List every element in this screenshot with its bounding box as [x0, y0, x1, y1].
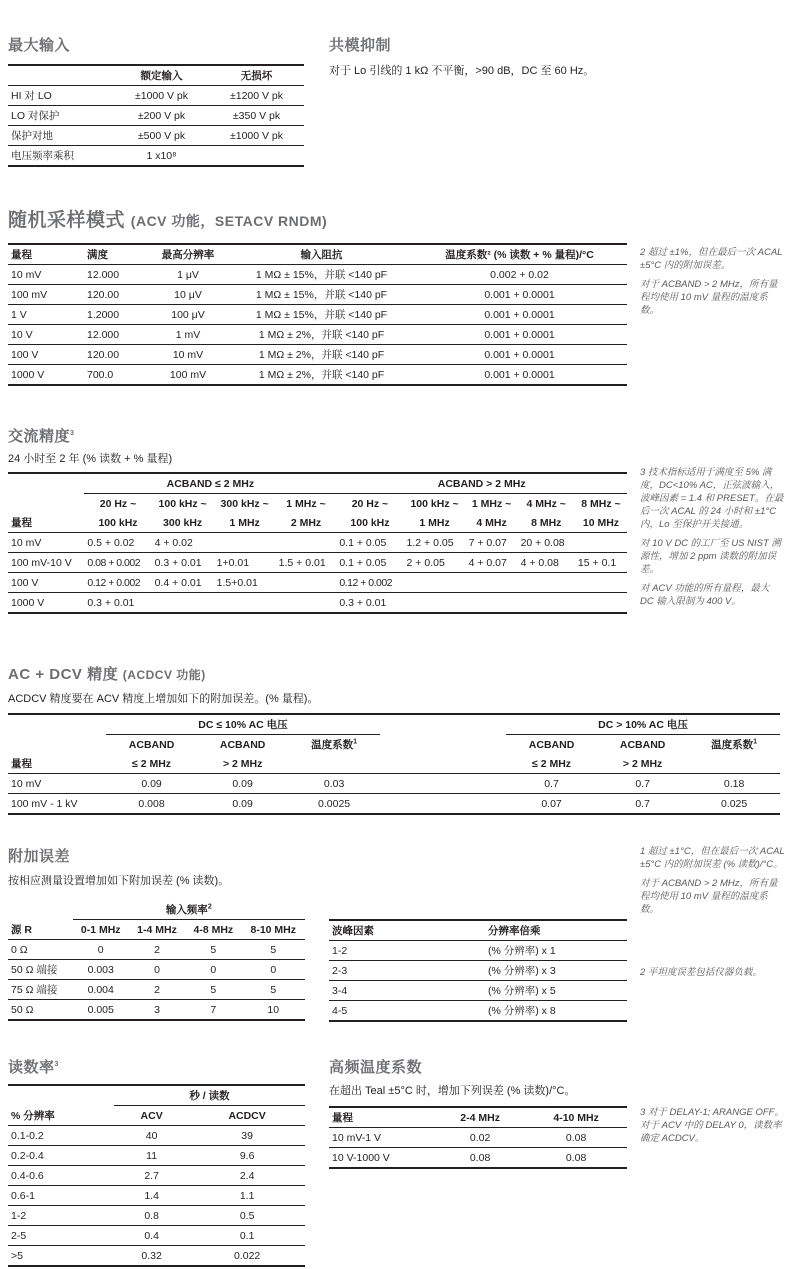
cell: 0.001 + 0.0001 [412, 325, 627, 345]
cell: 0.001 + 0.0001 [412, 345, 627, 365]
cell: 120.00 [84, 285, 145, 305]
cell: 1.5 + 0.01 [278, 556, 326, 569]
hf-tc-title: 高频温度系数 [329, 1059, 423, 1076]
cell: 3 [154, 1003, 160, 1016]
source-r-table [8, 900, 305, 1021]
cell [214, 533, 276, 553]
cell: 0.7 [544, 777, 559, 790]
cell: (% 分辨率) x 5 [488, 985, 556, 997]
table-row [8, 1186, 305, 1206]
cell: 1.4 [144, 1189, 159, 1202]
cell: 0.5 [239, 1209, 255, 1222]
cmr-title: 共模抑制 [329, 37, 392, 54]
cell [466, 593, 518, 614]
cell: 0.0025 [318, 797, 351, 810]
group-header: 秒 / 读数 [114, 1085, 305, 1106]
cell: 0.001 + 0.0001 [412, 365, 627, 386]
hf-tc-table [329, 1106, 627, 1169]
cell: 0.02 [469, 1131, 491, 1144]
cell: 2-3 [332, 964, 348, 977]
table-row [8, 533, 627, 553]
cell: ±1000 V pk [209, 126, 304, 146]
cell: 0 [270, 963, 277, 976]
table-row [8, 553, 627, 573]
cell: ±1200 V pk [209, 86, 304, 106]
cell: 0 [154, 963, 160, 976]
cell: 0.09 [232, 797, 253, 810]
cell: 0.008 [138, 797, 165, 810]
cell: 0 Ω [11, 943, 28, 956]
table-row [329, 941, 627, 961]
cell: 1-2 [332, 944, 348, 957]
cell: 10 mV [11, 777, 42, 790]
cell: 100 V [11, 576, 39, 589]
group-header: ACBAND > 2 MHz [336, 473, 627, 494]
ac-accuracy-notes [640, 466, 785, 614]
table-row [8, 1226, 305, 1246]
cell: 1 MΩ ± 15%，并联 <140 pF [231, 285, 412, 305]
table-row [329, 1128, 627, 1148]
cell: 0.3 + 0.01 [154, 556, 202, 569]
cell: 2.4 [239, 1169, 255, 1182]
reading-rate-table [8, 1084, 305, 1267]
table-row [8, 774, 780, 794]
table-row [8, 1246, 305, 1267]
cell: 100 mV [145, 365, 231, 386]
cell: 10 mV [145, 345, 231, 365]
table-row [329, 981, 627, 1001]
cell: 100 mV - 1 kV [11, 797, 78, 810]
col-header: 1 MHz ~ [286, 497, 326, 510]
cell: 9.6 [239, 1149, 255, 1162]
crest-factor-table [329, 919, 627, 1022]
cell: 0 [210, 963, 217, 976]
cell: 1+0.01 [216, 556, 250, 569]
cell: 100 mV [8, 285, 84, 305]
group-header: 输入频率 [165, 904, 208, 916]
col-header: 源 R [11, 923, 32, 936]
cell: 1000 V [11, 596, 45, 609]
table-row [329, 961, 627, 981]
cell [404, 573, 466, 593]
col-header: % 分辨率 [11, 1109, 55, 1122]
cell [518, 573, 575, 593]
hf-tc-text: 在超出 Teal ±5°C 时，增加下列误差 (% 读数)/°C。 [329, 1085, 576, 1097]
cell: 1 V [8, 305, 84, 325]
col-header: 温度系数 [711, 739, 754, 751]
cell: 10 mV [8, 265, 84, 285]
table-row [8, 325, 627, 345]
col-header: 1 MHz ~ [471, 497, 512, 510]
col-header: ACDCV [228, 1109, 266, 1122]
cell: 1.5+0.01 [216, 576, 258, 589]
col-header: ACV [140, 1109, 163, 1122]
cell: 0.8 [144, 1209, 159, 1222]
cell: 0.08 + 0.002 [87, 556, 141, 569]
col-header: ACBAND [219, 738, 266, 751]
cell: HI 对 LO [8, 86, 114, 106]
ac-accuracy-subtitle: 24 小时至 2 年 (% 读数 + % 量程) [8, 453, 173, 465]
col-header: 1 MHz [229, 516, 260, 529]
col-header: 100 kHz ~ [158, 497, 207, 510]
cell: 1 MΩ ± 2%，并联 <140 pF [231, 325, 412, 345]
col-header: ACBAND [528, 738, 575, 751]
col-header: 1-4 MHz [137, 923, 177, 936]
table-row [8, 126, 304, 146]
cell: 1 MΩ ± 2%，并联 <140 pF [231, 365, 412, 386]
table-row [8, 285, 627, 305]
max-input-table [8, 64, 304, 167]
cell: 0.09 [232, 777, 253, 790]
cell [575, 573, 627, 593]
col-header: > 2 MHz [222, 757, 263, 770]
cell: ±200 V pk [114, 106, 209, 126]
note: 对 10 V DC 的工厂至 US NIST 溯源性，增加 2 ppm 读数的附加误差。 [640, 538, 781, 575]
cell: 100 mV-10 V [11, 556, 72, 569]
cell: 10 mV [11, 536, 42, 549]
table-row [8, 305, 627, 325]
cell: 100 V [8, 345, 84, 365]
cell: 保护对地 [8, 126, 114, 146]
col-header: 10 MHz [582, 516, 620, 529]
footnote-mark: 2 [207, 903, 212, 911]
table-row [8, 593, 627, 614]
col-header: 20 Hz ~ [351, 497, 389, 510]
cell: 2-5 [11, 1229, 27, 1242]
table-row [8, 146, 304, 167]
ac-accuracy-title-text: 交流精度 [8, 428, 71, 445]
random-header: 满度 [84, 244, 145, 265]
table-row [8, 980, 305, 1000]
cell [575, 593, 627, 614]
cell: ±1000 V pk [114, 86, 209, 106]
cell: 5 [270, 983, 277, 996]
random-header: 输入阻抗 [231, 244, 412, 265]
cell: 0.6-1 [11, 1189, 35, 1202]
cell [276, 533, 337, 553]
col-header: 20 Hz ~ [99, 497, 137, 510]
cell: 0.18 [723, 777, 745, 790]
col-header: 波峰因素 [332, 925, 374, 937]
cell: 1 μV [145, 265, 231, 285]
random-title [8, 205, 327, 232]
cmr-text: 对于 Lo 引线的 1 kΩ 不平衡，>90 dB，DC 至 60 Hz。 [329, 65, 595, 77]
table-row [8, 940, 305, 960]
col-header: 100 kHz ~ [410, 497, 459, 510]
cell: 0.08 [469, 1151, 491, 1164]
cell [518, 593, 575, 614]
cell: 12.000 [84, 265, 145, 285]
cell: >5 [11, 1249, 23, 1262]
col-header: 温度系数 [311, 739, 354, 751]
col-header: > 2 MHz [622, 757, 663, 770]
table-row [8, 365, 627, 386]
cell [276, 593, 337, 614]
col-header: 4 MHz ~ [526, 497, 566, 510]
note: 2 平坦度误差包括仪器负载。 [640, 967, 762, 978]
extra-error-notes-2 [640, 966, 785, 985]
cell: 50 Ω [11, 1003, 34, 1016]
cell [276, 573, 337, 593]
cell: 10 V [8, 325, 84, 345]
col-header: 100 kHz [98, 516, 138, 529]
cell: 0.1 [239, 1229, 255, 1242]
cell: ±350 V pk [209, 106, 304, 126]
table-row [8, 573, 627, 593]
cell [466, 573, 518, 593]
col-header: ≤ 2 MHz [532, 757, 572, 770]
hf-tc-notes [640, 1106, 785, 1151]
col-header: 1 MHz [419, 516, 450, 529]
cell: 700.0 [84, 365, 145, 386]
cell: 0.1 + 0.05 [339, 536, 387, 549]
cell: 2.7 [144, 1169, 159, 1182]
acdcv-text: ACDCV 精度要在 ACV 精度上增加如下的附加误差。(% 量程)。 [8, 693, 319, 705]
max-input-header-0 [8, 65, 114, 86]
cell: 5 [270, 943, 277, 956]
cell: 1 MΩ ± 15%，并联 <140 pF [231, 305, 412, 325]
cell: 0.07 [541, 797, 562, 810]
cell: 4-5 [332, 1004, 348, 1017]
cell: 0.4-0.6 [11, 1169, 44, 1182]
table-row [8, 794, 780, 815]
col-header: 8 MHz [531, 516, 562, 529]
cell: 120.00 [84, 345, 145, 365]
cell: ±500 V pk [114, 126, 209, 146]
cell: 100 μV [145, 305, 231, 325]
cell: (% 分辨率) x 3 [488, 965, 556, 977]
note: 对于 ACBAND > 2 MHz，所有量程均使用 10 mV 量程的温度系数。 [640, 878, 778, 915]
col-header: 300 kHz [163, 516, 203, 529]
cell: 0.2-0.4 [11, 1149, 44, 1162]
cell: 0.32 [141, 1249, 162, 1262]
cell: 1.1 [239, 1189, 255, 1202]
cell: 0.002 + 0.02 [412, 265, 627, 285]
max-input-title: 最大输入 [8, 37, 71, 54]
cell: 1-2 [11, 1209, 27, 1222]
note: 对于 ACBAND > 2 MHz，所有量程均使用 10 mV 量程的温度系数。 [640, 279, 778, 316]
random-notes [640, 246, 785, 323]
cell: 1 MΩ ± 2%，并联 <140 pF [231, 345, 412, 365]
acdcv-subtitle: (ACDCV 功能) [122, 668, 206, 682]
cell: 电压频率乘积 [8, 146, 114, 167]
cell: 10 μV [145, 285, 231, 305]
cell: 10 [267, 1003, 280, 1016]
cell: 10 mV-1 V [332, 1131, 382, 1144]
random-header: 最高分辨率 [145, 244, 231, 265]
cell: 0.022 [233, 1249, 261, 1262]
table-row [8, 1126, 305, 1146]
ac-accuracy-table [8, 472, 627, 614]
table-row [8, 1166, 305, 1186]
note: 3 对于 DELAY-1; ARANGE OFF。对于 ACV 中的 DELAY 0，读数率确定 ACDCV。 [640, 1107, 784, 1144]
col-header: 4 MHz [476, 516, 507, 529]
cell: 15 + 0.1 [577, 556, 617, 569]
random-header: 温度系数² (% 读数 + % 量程)/°C [412, 244, 627, 265]
random-table [8, 243, 627, 386]
group-header: DC > 10% AC 电压 [506, 714, 780, 735]
col-header: 8 MHz ~ [581, 497, 621, 510]
reading-rate-title [8, 1056, 59, 1077]
cell: 0 [97, 943, 104, 956]
cell: 0.12 + 0.002 [339, 576, 393, 589]
col-header: 8-10 MHz [250, 923, 296, 936]
note: 1 超过 ±1°C，但在最后一次 ACAL ±5°C 内的附加误差 (% 读数)/°C。 [640, 846, 785, 870]
cell [404, 593, 466, 614]
cell: 5 [210, 983, 217, 996]
col-header: 分辨率倍乘 [488, 925, 541, 937]
cell: 0.12 + 0.002 [87, 576, 141, 589]
cell: 7 [210, 1003, 217, 1016]
random-title-main: 随机采样模式 [8, 210, 126, 231]
cell [575, 533, 627, 553]
footnote-mark: 1 [753, 738, 758, 746]
cell: 0.003 [87, 963, 114, 976]
col-header: 2 MHz [290, 516, 322, 529]
cell: 1 MΩ ± 15%，并联 <140 pF [231, 265, 412, 285]
cell: (% 分辨率) x 1 [488, 945, 556, 957]
cell: 0.4 [144, 1229, 159, 1242]
random-subtitle: (ACV 功能，SETACV RNDM) [130, 213, 328, 229]
range-header: 量程 [11, 758, 32, 770]
cell: 1 x10⁸ [114, 146, 209, 167]
group-header: ACBAND ≤ 2 MHz [84, 473, 336, 494]
cell: 0.001 + 0.0001 [412, 305, 627, 325]
col-header: ACBAND [619, 738, 666, 751]
random-header: 量程 [8, 244, 84, 265]
acdcv-table [8, 713, 780, 815]
cell: 20 + 0.08 [520, 536, 565, 549]
table-row [8, 1146, 305, 1166]
table-row [329, 1001, 627, 1022]
cell: 0.08 [565, 1131, 587, 1144]
col-header: ≤ 2 MHz [132, 757, 172, 770]
table-row [8, 1206, 305, 1226]
cell [214, 593, 276, 614]
cell: 40 [145, 1129, 158, 1142]
acdcv-title-text: AC + DCV 精度 [8, 666, 119, 683]
cell: 2 + 0.05 [406, 556, 445, 569]
acdcv-title [8, 663, 206, 684]
cell: 0.001 + 0.0001 [412, 285, 627, 305]
cell: 0.5 + 0.02 [87, 536, 135, 549]
cell: 39 [241, 1129, 253, 1142]
table-row [8, 265, 627, 285]
cell: 2 [154, 983, 160, 996]
cell: 0.7 [635, 797, 650, 810]
cell: 2 [154, 943, 160, 956]
cell: 3-4 [332, 984, 348, 997]
cell: 5 [210, 943, 217, 956]
col-header: 100 kHz [350, 516, 390, 529]
range-header: 量程 [11, 517, 32, 529]
footnote-mark: 1 [353, 738, 358, 746]
cell: 1.2 + 0.05 [406, 536, 454, 549]
table-row [8, 960, 305, 980]
table-row [8, 345, 627, 365]
cell: 0.1-0.2 [11, 1129, 44, 1142]
table-row [8, 86, 304, 106]
col-header: 0-1 MHz [80, 923, 121, 936]
cell: 11 [146, 1149, 158, 1162]
cell: 0.3 + 0.01 [87, 596, 135, 609]
cell: 7 + 0.07 [468, 536, 507, 549]
cell: 10 V-1000 V [332, 1151, 390, 1164]
cell: 75 Ω 端接 [11, 984, 58, 996]
col-header: 300 kHz ~ [220, 497, 269, 510]
extra-error-notes [640, 845, 785, 922]
cell: (% 分辨率) x 8 [488, 1005, 556, 1017]
cell: 0.08 [565, 1151, 587, 1164]
note: 2 超过 ±1%，但在最后一次 ACAL ±5°C 内的附加误差。 [640, 247, 783, 271]
cell: 0.004 [87, 983, 114, 996]
max-input-header-1: 额定输入 [114, 65, 209, 86]
reading-rate-title-text: 读数率 [8, 1059, 55, 1076]
cell: 0.7 [635, 777, 650, 790]
max-input-header-2: 无损坏 [209, 65, 304, 86]
extra-error-title: 附加误差 [8, 848, 71, 865]
cell: 1.2000 [84, 305, 145, 325]
cell: 4 + 0.07 [468, 556, 507, 569]
col-header: 2-4 MHz [460, 1111, 500, 1124]
cell: 1 mV [145, 325, 231, 345]
cell: 1000 V [8, 365, 84, 386]
cell [209, 146, 304, 167]
note: 3 技术指标适用于满度至 5% 满度，DC<10% AC，正弦波输入，波峰因素 = 1.4 和 PRESET。在最后一次 ACAL 的 24 小时和 ±1°C 内，Lo 至保护开关接通。 [640, 467, 784, 530]
cell: 50 Ω 端接 [11, 964, 58, 976]
cell: 0.025 [720, 797, 748, 810]
cell: 4 + 0.02 [154, 536, 193, 549]
cell: LO 对保护 [8, 106, 114, 126]
note: 对 ACV 功能的所有量程，最大 DC 输入限制为 400 V。 [640, 583, 770, 607]
col-header: ACBAND [128, 738, 175, 751]
table-row [8, 106, 304, 126]
table-row [8, 1000, 305, 1021]
cell: 0.3 + 0.01 [339, 596, 387, 609]
col-header: 量程 [332, 1112, 353, 1124]
footnote-mark: 3 [70, 430, 75, 437]
table-row [329, 1148, 627, 1169]
footnote-mark: 3 [54, 1061, 59, 1068]
col-header: 4-10 MHz [553, 1111, 599, 1124]
cell: 4 + 0.08 [520, 556, 559, 569]
cell [152, 593, 214, 614]
cell: 0.1 + 0.05 [339, 556, 387, 569]
cell: 0.03 [323, 777, 345, 790]
cell: 0.005 [87, 1003, 114, 1016]
ac-accuracy-title [8, 425, 74, 446]
extra-error-text: 按相应测量设置增加如下附加误差 (% 读数)。 [8, 875, 230, 887]
cell: 0.4 + 0.01 [154, 576, 202, 589]
group-header: DC ≤ 10% AC 电压 [106, 714, 380, 735]
cell: 0.09 [141, 777, 162, 790]
cell: 12.000 [84, 325, 145, 345]
col-header: 4-8 MHz [193, 923, 234, 936]
